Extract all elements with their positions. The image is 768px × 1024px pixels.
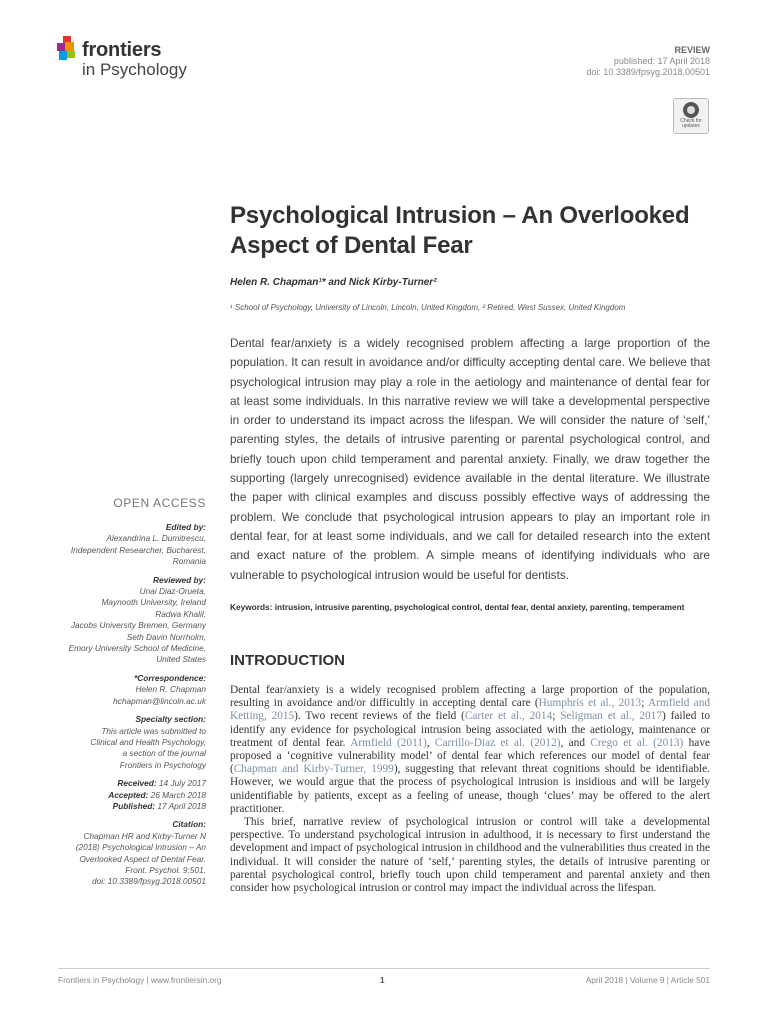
reviewer-line: Radwa Khalil, xyxy=(155,608,206,619)
specialty-block xyxy=(50,714,206,771)
frontiers-logo-icon xyxy=(57,36,79,62)
received-date xyxy=(50,778,206,789)
reference-link[interactable]: Humphris et al., 2013 xyxy=(538,697,642,710)
published-value: 17 April 2018 xyxy=(157,800,206,811)
editor-line: Romania xyxy=(172,556,206,567)
footer-journal[interactable]: Frontiers in Psychology | www.frontiersin.org xyxy=(58,975,222,985)
citation-line: (2018) Psychological Intrusion – An xyxy=(75,842,206,853)
edited-by-label: Edited by: xyxy=(165,522,206,532)
editor-line: Independent Researcher, Bucharest, xyxy=(70,544,206,555)
reviewer-line: Maynooth University, Ireland xyxy=(101,597,206,608)
reviewer-line: Unai Diaz-Orueta, xyxy=(139,586,206,597)
bookmark-icon xyxy=(683,102,699,118)
badge-line2: updates xyxy=(682,123,700,129)
published-label: Published: xyxy=(112,800,156,811)
citation-block xyxy=(50,819,206,887)
correspondence-block xyxy=(50,673,206,707)
reference-link[interactable]: Seligman et al., 2017 xyxy=(560,710,663,723)
reviewer-line: United States xyxy=(156,654,206,665)
section-heading-introduction: INTRODUCTION xyxy=(230,652,345,669)
dates-block xyxy=(50,778,206,812)
logo-text-journal: in Psychology xyxy=(82,60,187,79)
correspondence-name: Helen R. Chapman xyxy=(135,684,206,695)
open-access-label: OPEN ACCESS xyxy=(113,496,206,510)
specialty-line: Frontiers in Psychology xyxy=(119,759,206,770)
citation-doi[interactable]: doi: 10.3389/fpsyg.2018.00501 xyxy=(92,876,206,887)
published-date: published: 17 April 2018 xyxy=(613,56,710,66)
received-value: 14 July 2017 xyxy=(158,778,206,789)
reviewed-by-label: Reviewed by: xyxy=(152,574,206,585)
abstract: Dental fear/anxiety is a widely recognised problem affecting a large proportion of the population. It can result in avoidance and/or difficulty accepting dental care. We believe that psychological intrusion may play a role in the aetiology and maintenance of dental fear for at least some individuals. In this narrative review we will take a developmental perspective in order to understand its impact across the lifespan. We will consider the nature of ‘self,’ parenting styles, the details of intrusive parenting or parental psychological control, and briefly touch upon child temperament and parental anxiety. Finally, we draw together the supporting (largely unrecognised) evidence available in the dental literature. We illustrate the paper with clinical examples and discuss possibly effective ways of addressing the problem. We conclude that psychological intrusion appears to play an important role in dental fear, for at least some individuals, and we call for detailed research into the extent and exact nature of the problem. A simple means of identifying individuals who are vulnerable to psychological intrusion would be useful for dentists. xyxy=(230,336,710,582)
correspondence-label: *Correspondence: xyxy=(134,672,206,683)
reference-link[interactable]: Armfield (2011) xyxy=(350,736,427,749)
logo-text-frontiers: frontiers xyxy=(82,39,162,61)
reference-link[interactable]: Armfield and Ketting, 2015 xyxy=(230,697,710,723)
article-type: REVIEW xyxy=(674,45,710,55)
citation-line: Overlooked Aspect of Dental Fear. xyxy=(79,853,206,864)
reviewer-line: Seth Davin Norrholm, xyxy=(126,631,206,642)
specialty-line: a section of the journal xyxy=(122,748,206,759)
reference-link[interactable]: Chapman and Kirby-Turner, 1999 xyxy=(233,763,394,776)
authors: Helen R. Chapman¹* and Nick Kirby-Turner² xyxy=(230,277,437,288)
badge-line1: Check for xyxy=(680,118,702,124)
accepted-label: Accepted: xyxy=(108,789,149,800)
reviewer-line: Jacobs University Bremen, Germany xyxy=(70,620,206,631)
editor-line: Alexandrina L. Dumitrescu, xyxy=(106,533,206,544)
citation-line: Chapman HR and Kirby-Turner N xyxy=(83,830,206,841)
intro-paragraph-2: This brief, narrative review of psychological intrusion or control will take a developmental perspective. To understand psychological intrusion in adulthood, it is necessary to first understand the development and impact of psychological intrusion in childhood and the vulnerabilities thus created in the individual. It will consider the nature of ‘self,’ parenting styles, the details of intrusive parenting or parental psychological control, briefly touch upon child temperament and parental anxiety and then consider how psychological intrusion or control may impact the individual across the lifespan. xyxy=(230,816,710,895)
correspondence-email[interactable]: hchapman@lincoln.ac.uk xyxy=(113,695,206,706)
edited-by-block xyxy=(50,522,206,568)
reviewed-by-block xyxy=(50,575,206,666)
specialty-line: Clinical and Health Psychology, xyxy=(90,736,206,747)
footer-issue: April 2018 | Volume 9 | Article 501 xyxy=(585,975,710,985)
reference-link[interactable]: Crego et al. (2013) xyxy=(590,736,684,749)
intro-paragraph-1: Dental fear/anxiety is a widely recognised problem affecting a large proportion of the population, resulting in avoidance and/or difficultly in accepting dental care (Humphris et al., 2013; Armfield and Ketting, 2015). Two recent reviews of the field (Carter et al., 2014; Seligman et al., 2017) failed to identify any evidence for psychological intrusion being associated with the aetiology, maintenance or treatment of dental fear. Armfield (2011), Carrillo-Diaz et al. (2012), and Crego et al. (2013) have proposed a ‘cognitive vulnerability model’ of dental fear which references our model of dental fear (Chapman and Kirby-Turner, 1999), suggesting that relevant threat cognitions should be identifiable. However, we would argue that the process of psychological intrusion is insidious and will be largely unidentifiable by patients, except as a feeling of unease, though ‘clues’ may be offered to the alert practitioner. xyxy=(230,684,710,815)
accepted-date xyxy=(50,790,206,801)
article-title: Psychological Intrusion – An Overlooked Aspect of Dental Fear xyxy=(230,202,690,259)
accepted-value: 26 March 2018 xyxy=(150,789,206,800)
specialty-label: Specialty section: xyxy=(135,714,206,725)
affiliations: ¹ School of Psychology, University of Lincoln, Lincoln, United Kingdom, ² Retired, West Sussex, United Kingdom xyxy=(230,303,626,312)
citation-label: Citation: xyxy=(172,819,206,830)
article-header-meta xyxy=(586,45,710,78)
reference-link[interactable]: Carrillo-Diaz et al. (2012) xyxy=(434,736,561,749)
citation-line: Front. Psychol. 9:501. xyxy=(125,864,206,875)
keywords: Keywords: intrusion, intrusive parenting, psychological control, dental fear, dental anxiety, parenting, temperament xyxy=(230,602,685,612)
check-for-updates-badge[interactable] xyxy=(673,98,709,134)
introduction-body xyxy=(230,684,710,895)
footer-divider xyxy=(58,968,710,969)
reviewer-line: Emory University School of Medicine, xyxy=(68,643,206,654)
sidebar-metadata xyxy=(50,522,206,895)
published-date-side xyxy=(50,801,206,812)
received-label: Received: xyxy=(117,778,157,789)
doi[interactable]: doi: 10.3389/fpsyg.2018.00501 xyxy=(586,67,710,77)
specialty-line: This article was submitted to xyxy=(101,725,206,736)
page-number: 1 xyxy=(380,975,385,985)
reference-link[interactable]: Carter et al., 2014 xyxy=(464,710,553,723)
frontiers-logo xyxy=(57,36,217,82)
